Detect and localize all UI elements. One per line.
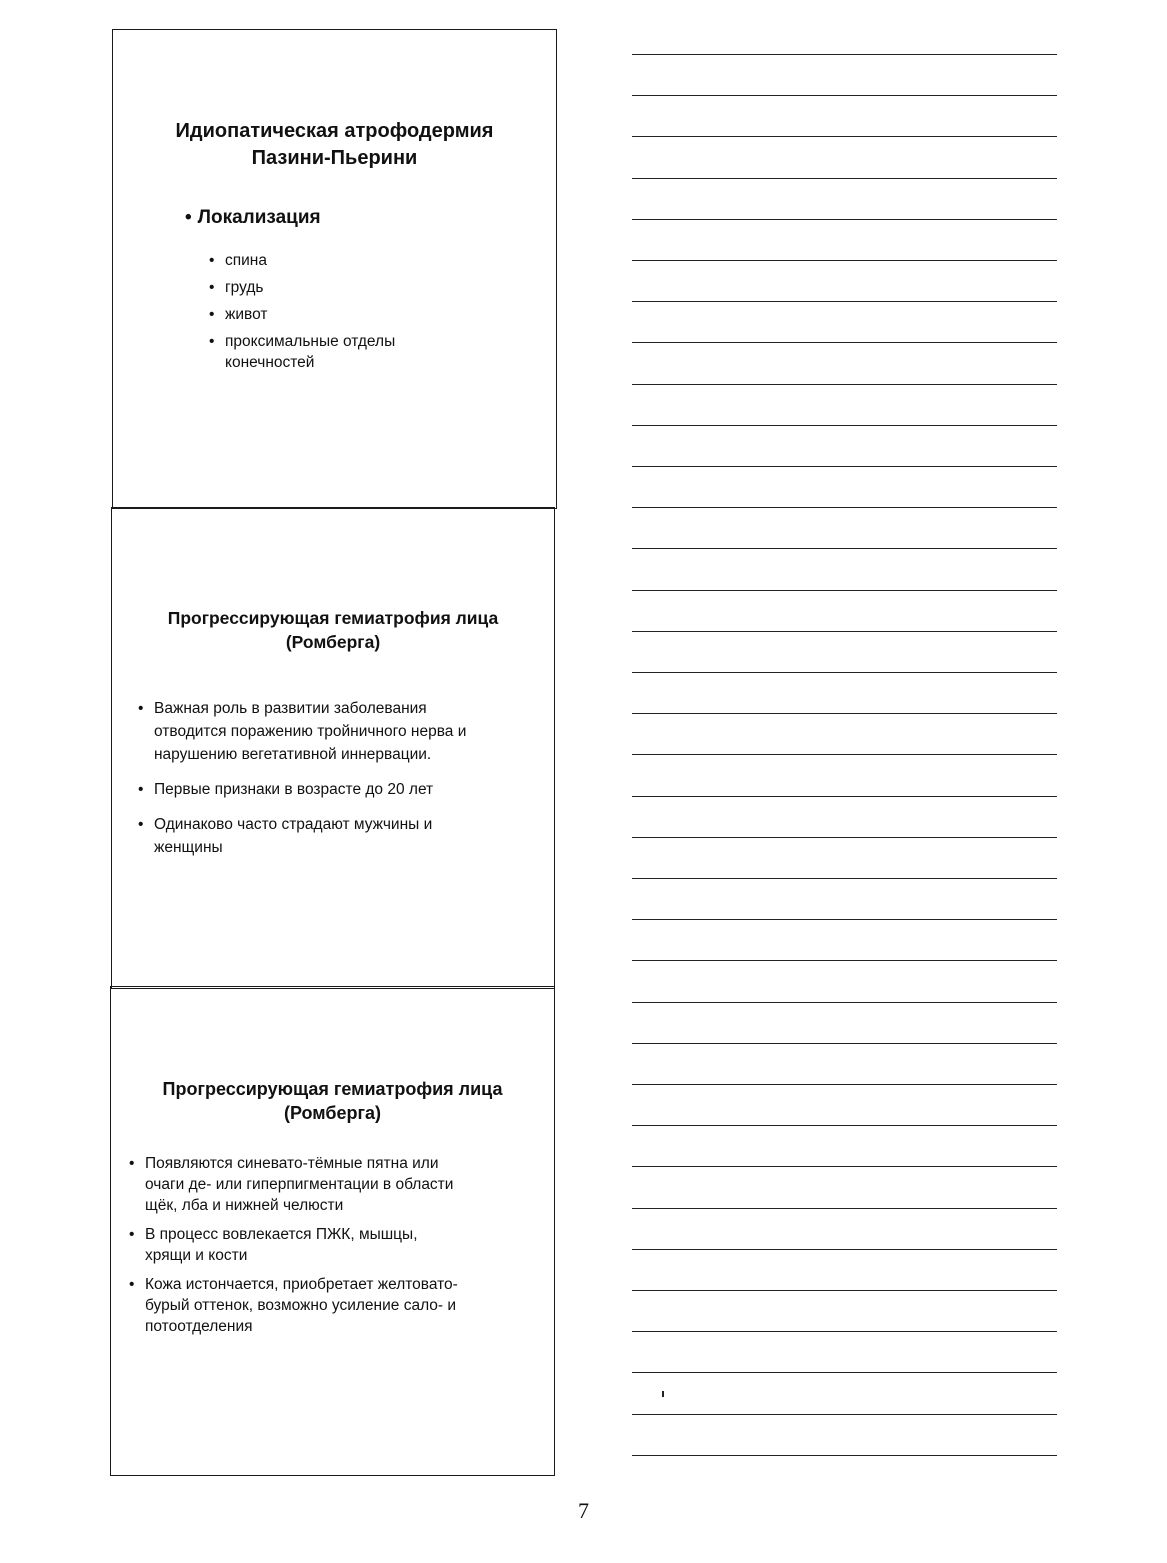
note-line: [632, 260, 1057, 261]
slide-1-bullet-list: [209, 250, 509, 379]
bullet-text: очаги де- или гиперпигментации в области: [145, 1176, 454, 1193]
slide-2-title: [112, 607, 554, 654]
bullet-text: Кожа истончается, приобретает желтовато-: [145, 1276, 458, 1293]
note-line: [632, 960, 1057, 961]
bullet-text: грудь: [225, 279, 264, 296]
slide-1-title-line1: Идиопатическая атрофодермия: [175, 120, 494, 142]
bullet-text: щёк, лба и нижней челюсти: [145, 1197, 344, 1214]
note-line: [632, 54, 1057, 55]
note-line: [632, 178, 1057, 179]
bullet-text: В процесс вовлекается ПЖК, мышцы,: [145, 1226, 418, 1243]
bullet-item: [129, 1224, 539, 1266]
note-line: [632, 1002, 1057, 1003]
note-line: [632, 384, 1057, 385]
note-line: [632, 466, 1057, 467]
bullet-text: Важная роль в развитии заболевания: [154, 700, 427, 717]
note-line: [632, 1414, 1057, 1415]
page-number: 7: [578, 1498, 589, 1523]
note-line: [632, 1208, 1057, 1209]
slide-3-bullet-list: [129, 1153, 539, 1345]
slide-3-title-line2: (Ромберга): [283, 1103, 381, 1124]
bullet-item: [209, 331, 509, 373]
bullet-text: Первые признаки в возрасте до 20 лет: [154, 781, 434, 798]
bullet-item: [209, 277, 509, 298]
note-line: [632, 342, 1057, 343]
note-line: [632, 1084, 1057, 1085]
note-line: [632, 507, 1057, 508]
slide-3-title-line1: Прогрессирующая гемиатрофия лица: [162, 1079, 503, 1099]
note-line: [632, 754, 1057, 755]
note-line: [632, 713, 1057, 714]
note-line: [632, 1290, 1057, 1291]
note-line: [632, 796, 1057, 797]
slide-2-bullet-list: [138, 697, 538, 871]
bullet-text: проксимальные отделы: [225, 333, 396, 350]
note-line: [632, 919, 1057, 920]
scan-mark: [662, 1391, 664, 1397]
note-line: [632, 1372, 1057, 1373]
slide-3-title: [111, 1077, 554, 1126]
bullet-text: Одинаково часто страдают мужчины и: [154, 816, 433, 833]
bullet-text: живот: [225, 306, 268, 323]
note-line: [632, 878, 1057, 879]
note-line: [632, 301, 1057, 302]
slide-1-title-line2: Пазини-Пьерини: [251, 147, 418, 169]
slide-1-title: [113, 118, 556, 172]
bullet-text: хрящи и кости: [145, 1247, 248, 1264]
note-line: [632, 672, 1057, 673]
bullet-item: [129, 1153, 539, 1216]
note-line: [632, 631, 1057, 632]
bullet-text: отводится поражению тройничного нерва и: [154, 723, 467, 740]
note-line: [632, 95, 1057, 96]
bullet-text: бурый оттенок, возможно усиление сало- и: [145, 1297, 457, 1314]
bullet-item: [138, 778, 538, 801]
bullet-item: [138, 697, 538, 766]
note-line: [632, 548, 1057, 549]
slide-2-title-line2: (Ромберга): [285, 631, 381, 652]
slide-3: [110, 986, 555, 1476]
bullet-text: женщины: [154, 839, 223, 856]
bullet-text: Появляются синевато-тёмные пятна или: [145, 1155, 439, 1172]
slide-2: [111, 507, 555, 989]
slide-1: [112, 29, 557, 509]
bullet-text: нарушению вегетативной иннервации.: [154, 746, 432, 763]
note-line: [632, 425, 1057, 426]
bullet-item: [209, 304, 509, 325]
note-line: [632, 1043, 1057, 1044]
slide-2-title-line1: Прогрессирующая гемиатрофия лица: [167, 608, 499, 628]
note-line: [632, 1331, 1057, 1332]
subheading-text: Локализация: [197, 207, 321, 228]
note-line: [632, 837, 1057, 838]
note-line: [632, 136, 1057, 137]
bullet-item: [209, 250, 509, 271]
note-line: [632, 1455, 1057, 1456]
bullet-item: [129, 1274, 539, 1337]
notes-area: [632, 0, 1057, 1480]
bullet-text: потоотделения: [145, 1318, 253, 1335]
note-line: [632, 1125, 1057, 1126]
note-line: [632, 1166, 1057, 1167]
slide-1-subheading: • Локализация: [185, 207, 321, 228]
bullet-item: [138, 813, 538, 859]
note-line: [632, 219, 1057, 220]
bullet-text: спина: [225, 252, 267, 269]
bullet-text: конечностей: [225, 354, 315, 371]
note-line: [632, 590, 1057, 591]
note-line: [632, 1249, 1057, 1250]
